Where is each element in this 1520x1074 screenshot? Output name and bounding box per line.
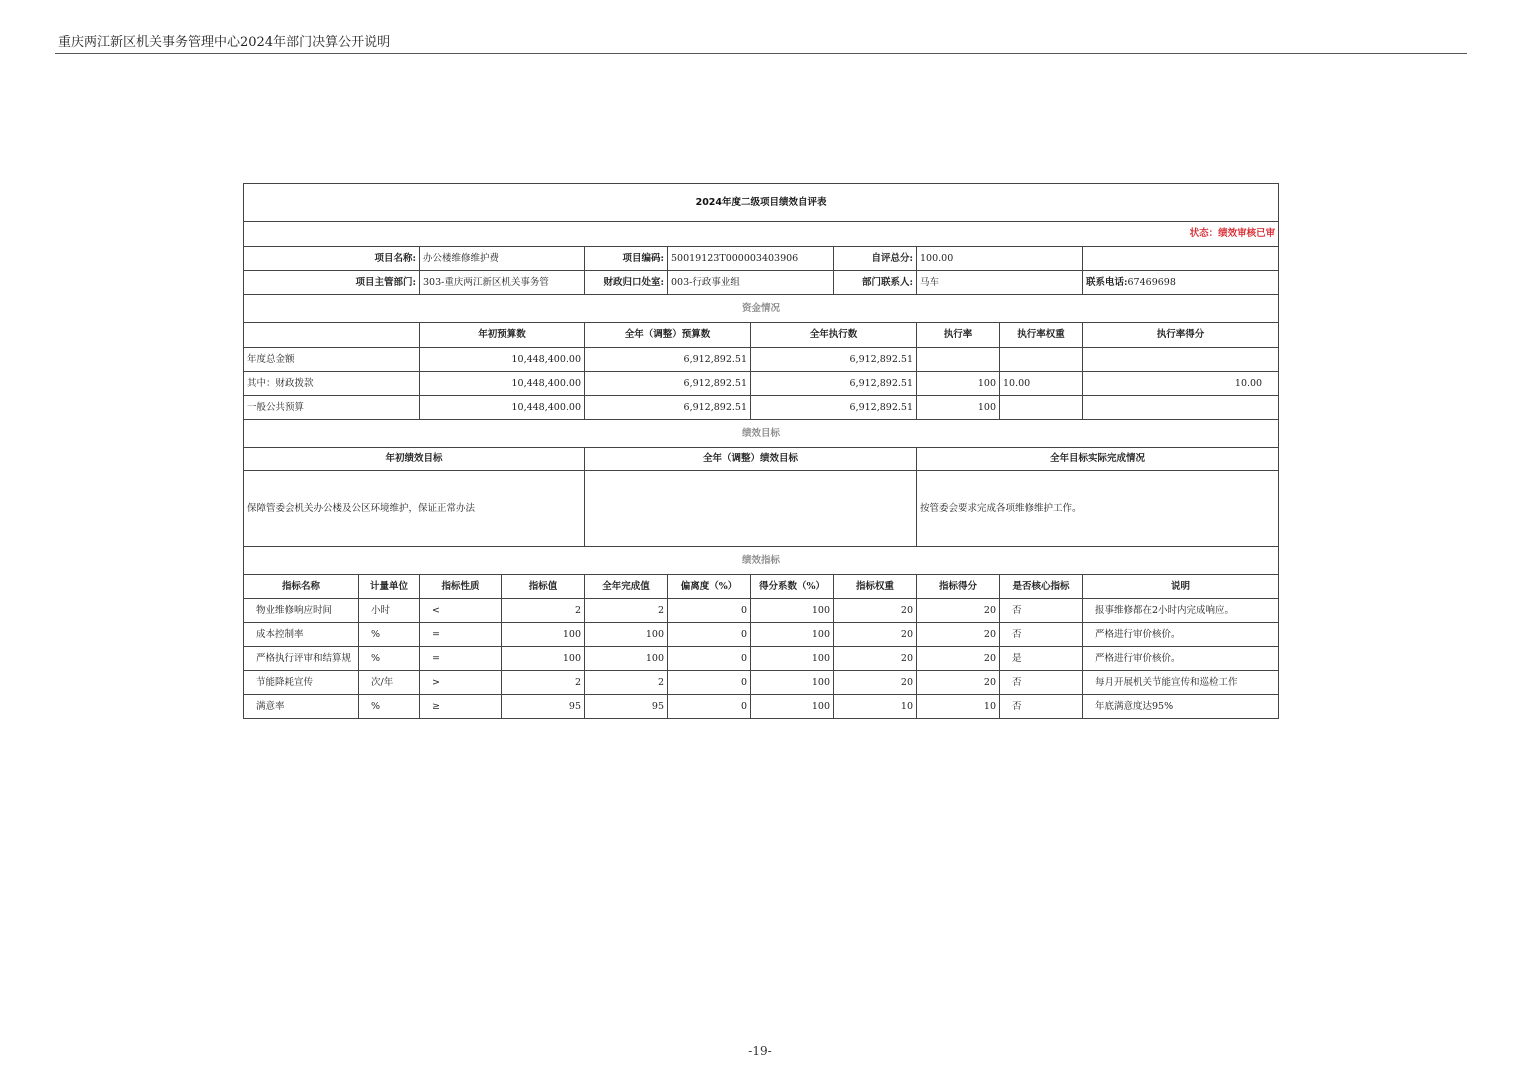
indicator-header-cell: 指标值 bbox=[502, 575, 585, 599]
indicator-weight: 20 bbox=[834, 671, 917, 695]
funds-row bbox=[244, 396, 1279, 420]
indicator-score: 20 bbox=[917, 623, 1000, 647]
finance-label: 财政归口处室: bbox=[585, 271, 668, 295]
funds-header-cell bbox=[244, 323, 420, 348]
indicator-done: 95 bbox=[585, 695, 668, 719]
goals-initial-text: 保障管委会机关办公楼及公区环境维护，保证正常办法 bbox=[244, 471, 585, 547]
dept-label: 项目主管部门: bbox=[244, 271, 420, 295]
indicator-value: 100 bbox=[502, 623, 585, 647]
table-title: 2024年度二级项目绩效自评表 bbox=[244, 184, 1279, 222]
indicator-note: 严格进行审价核价。 bbox=[1083, 623, 1279, 647]
phone-cell bbox=[1083, 271, 1279, 295]
page-number: -19- bbox=[748, 1044, 772, 1058]
status-label: 状态：绩效审核已审 bbox=[244, 222, 1279, 247]
performance-evaluation-table bbox=[243, 183, 1279, 719]
indicator-note: 报事维修都在2小时内完成响应。 bbox=[1083, 599, 1279, 623]
indicator-note: 年底满意度达95% bbox=[1083, 695, 1279, 719]
indicator-header-cell: 指标得分 bbox=[917, 575, 1000, 599]
goals-actual-text: 按管委会要求完成各项维修维护工作。 bbox=[917, 471, 1279, 547]
funds-weight bbox=[1000, 396, 1083, 420]
phone-label: 联系电话: bbox=[1086, 276, 1128, 288]
indicator-score: 10 bbox=[917, 695, 1000, 719]
funds-row-name: 一般公共预算 bbox=[244, 396, 420, 420]
indicator-done: 2 bbox=[585, 599, 668, 623]
goals-header-initial: 年初绩效目标 bbox=[244, 448, 585, 471]
funds-header-cell: 全年执行数 bbox=[751, 323, 917, 348]
indicator-row bbox=[244, 599, 1279, 623]
info-row-1 bbox=[244, 247, 1279, 271]
indicator-done: 100 bbox=[585, 647, 668, 671]
indicator-score: 20 bbox=[917, 599, 1000, 623]
indicator-deviation: 0 bbox=[668, 647, 751, 671]
indicator-header-cell: 得分系数（%） bbox=[751, 575, 834, 599]
indicator-header-cell: 指标名称 bbox=[244, 575, 359, 599]
indicator-done: 2 bbox=[585, 671, 668, 695]
funds-row-name: 其中：财政拨款 bbox=[244, 372, 420, 396]
funds-rate bbox=[917, 348, 1000, 372]
dept-value: 303-重庆两江新区机关事务管 bbox=[420, 271, 585, 295]
project-code-label: 项目编码: bbox=[585, 247, 668, 271]
indicator-note: 严格进行审价核价。 bbox=[1083, 647, 1279, 671]
indicator-score: 20 bbox=[917, 647, 1000, 671]
indicator-nature: < bbox=[420, 599, 502, 623]
funds-header-cell: 执行率 bbox=[917, 323, 1000, 348]
indicator-unit: 次/年 bbox=[359, 671, 420, 695]
funds-score bbox=[1083, 396, 1279, 420]
contact-value: 马车 bbox=[917, 271, 1083, 295]
funds-adjusted: 6,912,892.51 bbox=[585, 396, 751, 420]
self-score-label: 自评总分: bbox=[834, 247, 917, 271]
indicator-nature: ≥ bbox=[420, 695, 502, 719]
indicator-row bbox=[244, 647, 1279, 671]
indicator-name: 节能降耗宣传 bbox=[244, 671, 359, 695]
indicator-row bbox=[244, 695, 1279, 719]
self-score-value: 100.00 bbox=[917, 247, 1083, 271]
document-header-title: 重庆两江新区机关事务管理中心2024年部门决算公开说明 bbox=[58, 35, 391, 50]
funds-adjusted: 6,912,892.51 bbox=[585, 348, 751, 372]
indicator-deviation: 0 bbox=[668, 671, 751, 695]
indicator-deviation: 0 bbox=[668, 695, 751, 719]
indicator-row bbox=[244, 671, 1279, 695]
indicator-value: 95 bbox=[502, 695, 585, 719]
project-name-value: 办公楼维修维护费 bbox=[420, 247, 585, 271]
indicator-core: 否 bbox=[1000, 695, 1083, 719]
finance-value: 003-行政事业组 bbox=[668, 271, 834, 295]
indicator-name: 严格执行评审和结算规 bbox=[244, 647, 359, 671]
indicator-nature: = bbox=[420, 623, 502, 647]
header-divider bbox=[55, 53, 1467, 54]
project-name-label: 项目名称: bbox=[244, 247, 420, 271]
indicator-name: 满意率 bbox=[244, 695, 359, 719]
goals-section-title: 绩效目标 bbox=[244, 420, 1279, 448]
indicator-header-cell: 计量单位 bbox=[359, 575, 420, 599]
indicator-done: 100 bbox=[585, 623, 668, 647]
indicator-weight: 20 bbox=[834, 647, 917, 671]
indicator-name: 物业维修响应时间 bbox=[244, 599, 359, 623]
indicator-weight: 20 bbox=[834, 599, 917, 623]
funds-rate: 100 bbox=[917, 372, 1000, 396]
info-empty-cell bbox=[1083, 247, 1279, 271]
funds-row bbox=[244, 372, 1279, 396]
info-row-2 bbox=[244, 271, 1279, 295]
indicator-coefficient: 100 bbox=[751, 623, 834, 647]
indicators-section-title: 绩效指标 bbox=[244, 547, 1279, 575]
indicator-note: 每月开展机关节能宣传和巡检工作 bbox=[1083, 671, 1279, 695]
indicator-header-cell: 说明 bbox=[1083, 575, 1279, 599]
indicator-name: 成本控制率 bbox=[244, 623, 359, 647]
indicator-coefficient: 100 bbox=[751, 647, 834, 671]
indicator-value: 2 bbox=[502, 599, 585, 623]
funds-header-cell: 年初预算数 bbox=[420, 323, 585, 348]
funds-header-row bbox=[244, 323, 1279, 348]
funds-initial: 10,448,400.00 bbox=[420, 396, 585, 420]
project-code-value: 50019123T000003403906 bbox=[668, 247, 834, 271]
funds-row bbox=[244, 348, 1279, 372]
indicator-core: 否 bbox=[1000, 599, 1083, 623]
goals-body-row bbox=[244, 471, 1279, 547]
funds-weight bbox=[1000, 348, 1083, 372]
indicator-header-cell: 指标权重 bbox=[834, 575, 917, 599]
indicator-coefficient: 100 bbox=[751, 695, 834, 719]
indicator-header-cell: 偏离度（%） bbox=[668, 575, 751, 599]
indicator-deviation: 0 bbox=[668, 623, 751, 647]
funds-executed: 6,912,892.51 bbox=[751, 396, 917, 420]
indicator-row bbox=[244, 623, 1279, 647]
funds-header-cell: 执行率权重 bbox=[1000, 323, 1083, 348]
indicator-unit: % bbox=[359, 647, 420, 671]
indicator-weight: 20 bbox=[834, 623, 917, 647]
indicator-deviation: 0 bbox=[668, 599, 751, 623]
funds-score bbox=[1083, 348, 1279, 372]
indicator-score: 20 bbox=[917, 671, 1000, 695]
indicator-header-cell: 指标性质 bbox=[420, 575, 502, 599]
indicator-header-cell: 全年完成值 bbox=[585, 575, 668, 599]
indicator-coefficient: 100 bbox=[751, 671, 834, 695]
funds-initial: 10,448,400.00 bbox=[420, 348, 585, 372]
funds-score: 10.00 bbox=[1083, 372, 1279, 396]
indicator-core: 否 bbox=[1000, 671, 1083, 695]
indicator-unit: 小时 bbox=[359, 599, 420, 623]
indicator-coefficient: 100 bbox=[751, 599, 834, 623]
funds-header-cell: 执行率得分 bbox=[1083, 323, 1279, 348]
indicator-weight: 10 bbox=[834, 695, 917, 719]
indicator-nature: > bbox=[420, 671, 502, 695]
indicator-header-cell: 是否核心指标 bbox=[1000, 575, 1083, 599]
indicator-unit: % bbox=[359, 695, 420, 719]
funds-row-name: 年度总金额 bbox=[244, 348, 420, 372]
funds-weight: 10.00 bbox=[1000, 372, 1083, 396]
goals-header-adjusted: 全年（调整）绩效目标 bbox=[585, 448, 917, 471]
funds-executed: 6,912,892.51 bbox=[751, 372, 917, 396]
funds-executed: 6,912,892.51 bbox=[751, 348, 917, 372]
contact-label: 部门联系人: bbox=[834, 271, 917, 295]
indicator-nature: = bbox=[420, 647, 502, 671]
indicator-unit: % bbox=[359, 623, 420, 647]
funds-initial: 10,448,400.00 bbox=[420, 372, 585, 396]
funds-rate: 100 bbox=[917, 396, 1000, 420]
goals-header-row bbox=[244, 448, 1279, 471]
indicator-core: 否 bbox=[1000, 623, 1083, 647]
funds-section-title: 资金情况 bbox=[244, 295, 1279, 323]
indicator-value: 2 bbox=[502, 671, 585, 695]
indicators-header-row bbox=[244, 575, 1279, 599]
indicator-core: 是 bbox=[1000, 647, 1083, 671]
funds-adjusted: 6,912,892.51 bbox=[585, 372, 751, 396]
phone-value: 67469698 bbox=[1127, 276, 1176, 288]
goals-header-actual: 全年目标实际完成情况 bbox=[917, 448, 1279, 471]
indicator-value: 100 bbox=[502, 647, 585, 671]
funds-header-cell: 全年（调整）预算数 bbox=[585, 323, 751, 348]
goals-adjusted-text bbox=[585, 471, 917, 547]
